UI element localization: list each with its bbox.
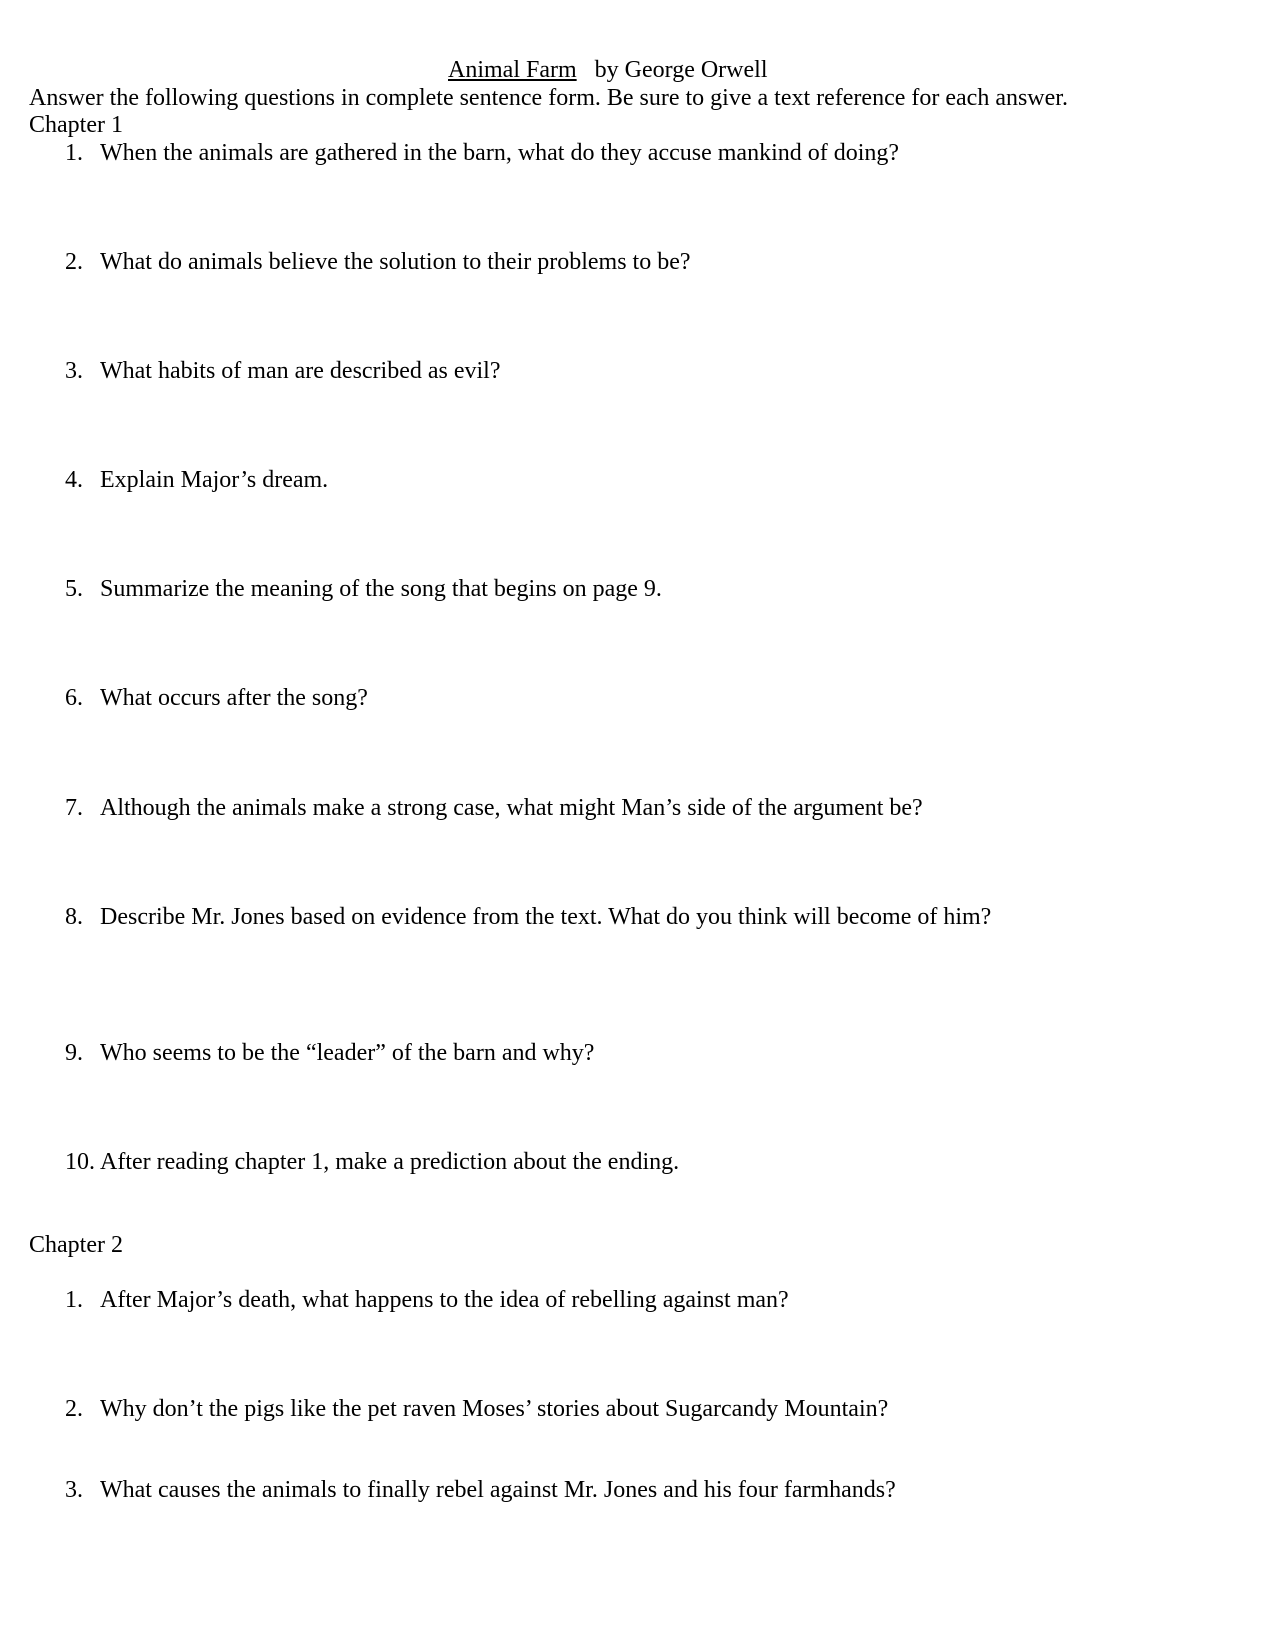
question-text: Describe Mr. Jones based on evidence from the text. What do you think will become of him?: [100, 904, 992, 930]
question-text: After Major’s death, what happens to the idea of rebelling against man?: [100, 1287, 789, 1313]
book-title: Animal Farm: [448, 57, 577, 83]
chapter-1-heading: Chapter 1: [29, 112, 123, 138]
question-number: 1.: [65, 1287, 83, 1313]
question-number: 9.: [65, 1040, 83, 1066]
question-number: 2.: [65, 249, 83, 275]
question-number: 6.: [65, 685, 83, 711]
question-number: 1.: [65, 140, 83, 166]
chapter-2-heading: Chapter 2: [29, 1232, 123, 1258]
question-text: What do animals believe the solution to their problems to be?: [100, 249, 691, 275]
question-number: 3.: [65, 358, 83, 384]
question-number: 2.: [65, 1396, 83, 1422]
question-text: What habits of man are described as evil?: [100, 358, 501, 384]
question-text: Who seems to be the “leader” of the barn and why?: [100, 1040, 595, 1066]
question-number: 7.: [65, 795, 83, 821]
question-number: 10.: [65, 1149, 95, 1175]
question-text: Although the animals make a strong case, what might Man’s side of the argument be?: [100, 795, 923, 821]
question-text: Why don’t the pigs like the pet raven Moses’ stories about Sugarcandy Mountain?: [100, 1396, 889, 1422]
question-number: 4.: [65, 467, 83, 493]
question-text: What occurs after the song?: [100, 685, 368, 711]
question-number: 5.: [65, 576, 83, 602]
question-text: Explain Major’s dream.: [100, 467, 329, 493]
question-text: When the animals are gathered in the barn, what do they accuse mankind of doing?: [100, 140, 900, 166]
instructions: Answer the following questions in complete sentence form. Be sure to give a text reference for each answer.: [29, 85, 1068, 111]
question-number: 8.: [65, 904, 83, 930]
question-text: What causes the animals to finally rebel against Mr. Jones and his four farmhands?: [100, 1477, 896, 1503]
question-text: Summarize the meaning of the song that begins on page 9.: [100, 576, 662, 602]
book-author: by George Orwell: [594, 57, 768, 83]
question-text: After reading chapter 1, make a prediction about the ending.: [100, 1149, 680, 1175]
document-title: [448, 56, 768, 84]
question-number: 3.: [65, 1477, 83, 1503]
